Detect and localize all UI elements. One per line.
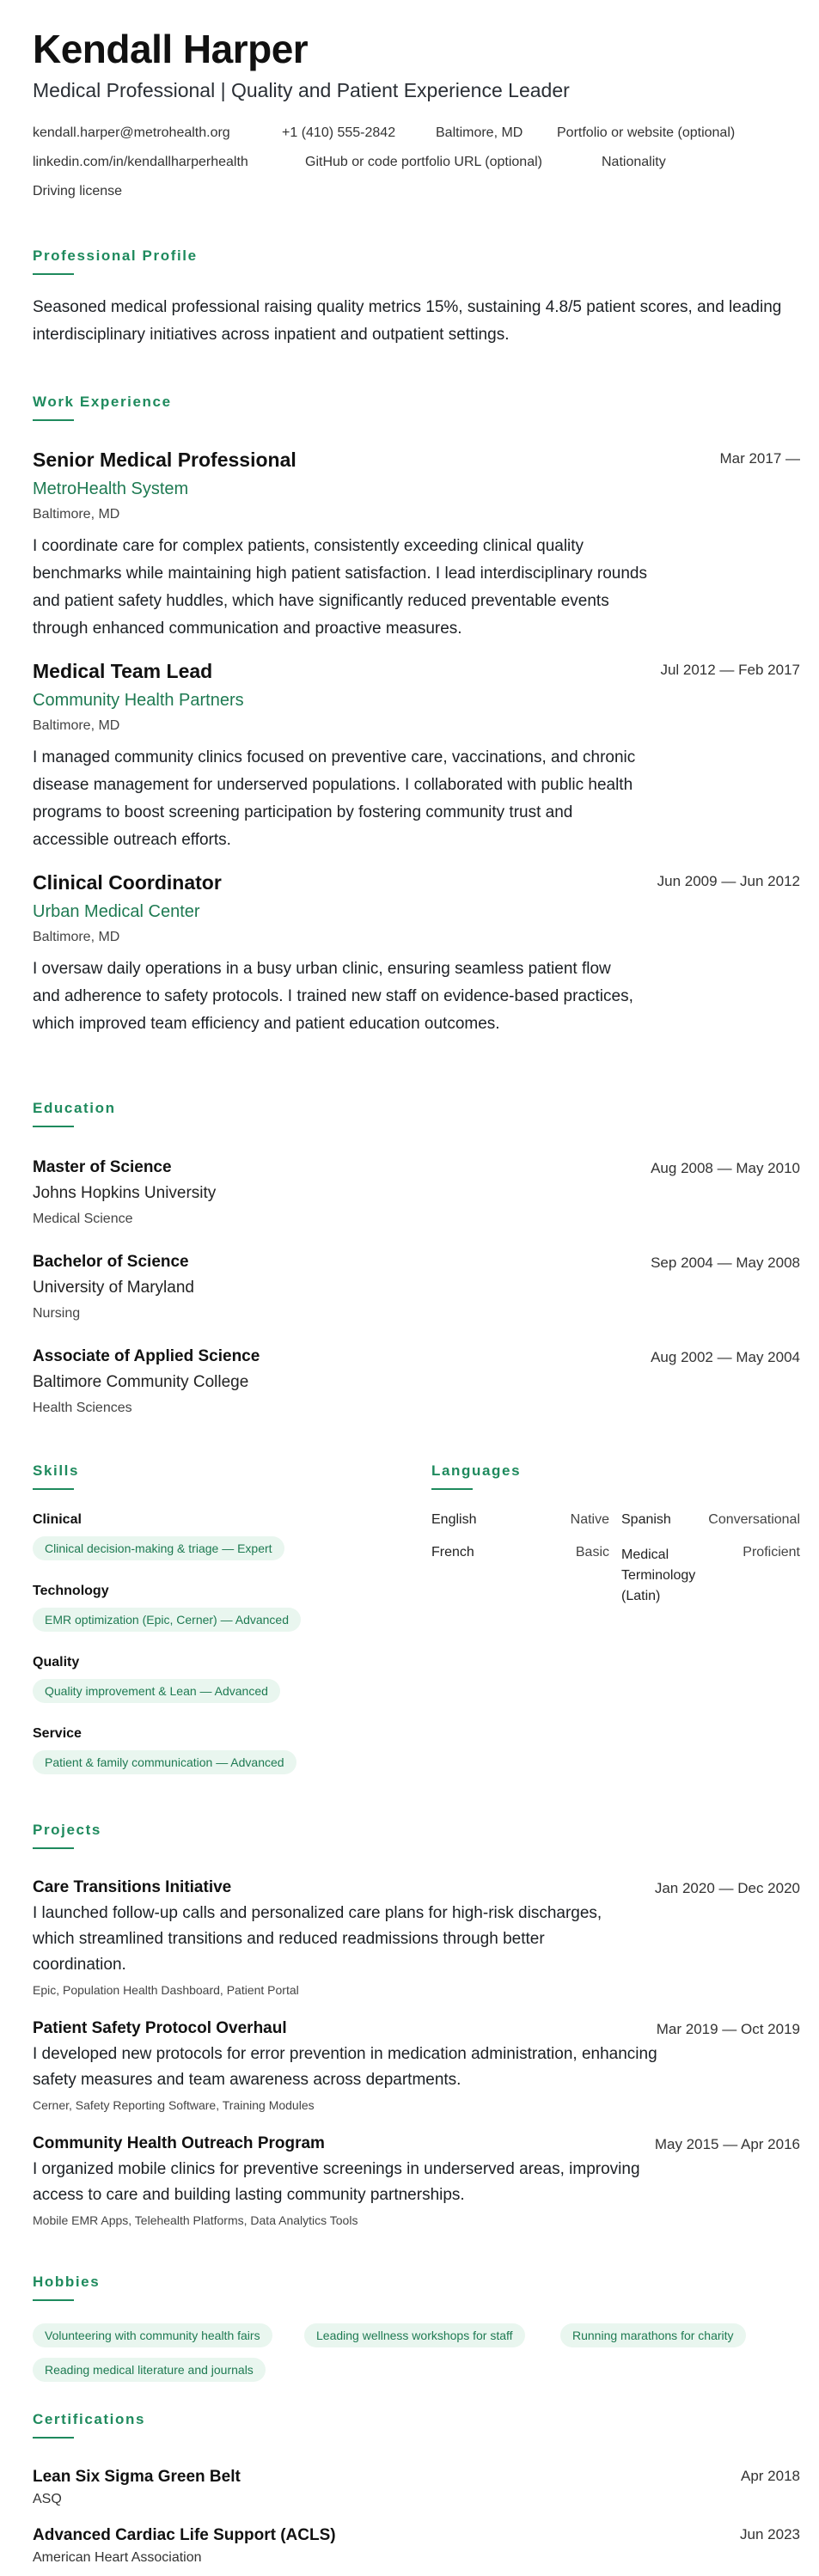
contact-email[interactable]: kendall.harper@metrohealth.org [33,125,230,140]
language-name: English [431,1512,477,1527]
language-name: French [431,1545,474,1560]
contact-phone[interactable]: +1 (410) 555-2842 [282,125,396,140]
certification-name: Advanced Cardiac Life Support (ACLS) [33,2526,336,2544]
certification-date: Jun 2023 [740,2526,800,2542]
section-title-education: Education [33,1100,116,1116]
project-dates: May 2015 — Apr 2016 [654,2136,800,2152]
project-dates: Jan 2020 — Dec 2020 [654,1880,800,1896]
contact-location: Baltimore, MD [436,125,523,140]
section-title-skills: Skills [33,1462,80,1479]
education-dates: Sep 2004 — May 2008 [651,1254,800,1271]
education-field: Nursing [33,1306,81,1321]
job-location: Baltimore, MD [33,718,120,733]
hobby-chip: Volunteering with community health fairs [33,2323,272,2347]
contact-nationality: Nationality [602,155,666,169]
section-rule [33,419,74,421]
certification-org: ASQ [33,2492,62,2506]
language-name: Spanish [621,1512,671,1527]
job-description: I oversaw daily operations in a busy urban clinic, ensuring seamless patient flow and adherence to safety protocols. I trained new staff on evidence-based practices, which improved team efficiency and patient education outcomes. [33,960,633,1033]
job-title: Medical Team Lead [33,660,213,682]
skill-category: Quality [33,1655,80,1670]
hobby-chip: Leading wellness workshops for staff [304,2323,525,2347]
education-degree: Associate of Applied Science [33,1347,260,1365]
section-title-languages: Languages [431,1462,522,1479]
skill-category: Technology [33,1584,109,1598]
skill-chip: EMR optimization (Epic, Cerner) — Advanced [33,1608,301,1632]
skill-chip: Patient & family communication — Advanced [33,1750,296,1774]
job-company: MetroHealth System [33,479,189,498]
section-title-certifications: Certifications [33,2411,146,2427]
section-rule [33,1126,74,1127]
hobby-chip: Reading medical literature and journals [33,2358,266,2382]
certification-org: American Heart Association [33,2550,202,2565]
contact-driving-license: Driving license [33,184,123,198]
section-title-hobbies: Hobbies [33,2274,101,2290]
education-school: University of Maryland [33,1279,194,1297]
certification-date: Apr 2018 [741,2468,800,2484]
skill-category: Service [33,1726,82,1741]
section-title-profile: Professional Profile [33,247,198,264]
hobby-chip: Running marathons for charity [560,2323,746,2347]
section-rule [33,1847,74,1849]
job-title: Clinical Coordinator [33,871,222,894]
education-school: Baltimore Community College [33,1373,249,1391]
language-level: Proficient [743,1545,800,1560]
project-tech: Epic, Population Health Dashboard, Patient Portal [33,1983,299,1997]
job-description: I coordinate care for complex patients, consistently exceeding clinical quality benchmarks while maintaining high patient satisfaction. I lead interdisciplinary rounds and patient safety huddles, which have significantly reduced preventable events through enhanced communication and proactive measures. [33,537,647,638]
project-title: Care Transitions Initiative [33,1878,232,1896]
education-degree: Bachelor of Science [33,1253,189,1271]
project-description: I launched follow-up calls and personalized care plans for high-risk discharges, which streamlined transitions and reduced readmissions through better coordination. [33,1904,602,1974]
section-rule [33,2437,74,2439]
skill-category: Clinical [33,1512,82,1527]
contact-portfolio[interactable]: Portfolio or website (optional) [557,125,736,140]
job-title: Senior Medical Professional [33,449,296,471]
project-dates: Mar 2019 — Oct 2019 [656,2021,800,2037]
job-company: Urban Medical Center [33,902,200,921]
job-dates: Jun 2009 — Jun 2012 [657,873,800,889]
job-location: Baltimore, MD [33,930,120,944]
project-description: I developed new protocols for error prevention in medication administration, enhancing safety measures and team awareness across departments. [33,2045,657,2089]
job-description: I managed community clinics focused on preventive care, vaccinations, and chronic disease management for underserved populations. I collaborated with public health programs to boost screening participation by fostering community trust and accessible outreach efforts. [33,748,636,849]
section-title-experience: Work Experience [33,394,172,410]
candidate-headline: Medical Professional | Quality and Patient Experience Leader [33,79,570,101]
section-rule [431,1488,473,1490]
language-level: Native [570,1512,609,1527]
project-description: I organized mobile clinics for preventive screenings in underserved areas, improving access to care and building lasting community partnerships. [33,2160,640,2204]
project-title: Community Health Outreach Program [33,2134,325,2152]
project-title: Patient Safety Protocol Overhaul [33,2019,287,2037]
skill-chip: Clinical decision-making & triage — Expert [33,1536,284,1560]
section-title-projects: Projects [33,1822,101,1838]
section-rule [33,1488,74,1490]
education-field: Health Sciences [33,1401,132,1415]
project-tech: Mobile EMR Apps, Telehealth Platforms, Data Analytics Tools [33,2213,358,2227]
candidate-name: Kendall Harper [33,27,309,71]
project-tech: Cerner, Safety Reporting Software, Training Modules [33,2098,315,2112]
job-location: Baltimore, MD [33,507,120,522]
section-rule [33,2299,74,2301]
education-dates: Aug 2002 — May 2004 [651,1349,800,1365]
job-dates: Mar 2017 — [719,450,800,467]
language-level: Basic [575,1545,609,1560]
education-dates: Aug 2008 — May 2010 [651,1160,800,1176]
language-level: Conversational [708,1512,800,1527]
section-rule [33,273,74,275]
certification-name: Lean Six Sigma Green Belt [33,2468,241,2486]
education-field: Medical Science [33,1212,133,1226]
contact-linkedin[interactable]: linkedin.com/in/kendallharperhealth [33,155,248,169]
profile-summary: Seasoned medical professional raising quality metrics 15%, sustaining 4.8/5 patient scores, and leading interdisciplinary initiatives across inpatient and outpatient settings. [33,298,782,344]
job-company: Community Health Partners [33,691,244,710]
language-name: Medical Terminology (Latin) [621,1547,696,1603]
contact-github[interactable]: GitHub or code portfolio URL (optional) [305,155,542,169]
education-degree: Master of Science [33,1158,172,1176]
education-school: Johns Hopkins University [33,1184,217,1202]
skill-chip: Quality improvement & Lean — Advanced [33,1679,280,1703]
job-dates: Jul 2012 — Feb 2017 [660,662,800,678]
